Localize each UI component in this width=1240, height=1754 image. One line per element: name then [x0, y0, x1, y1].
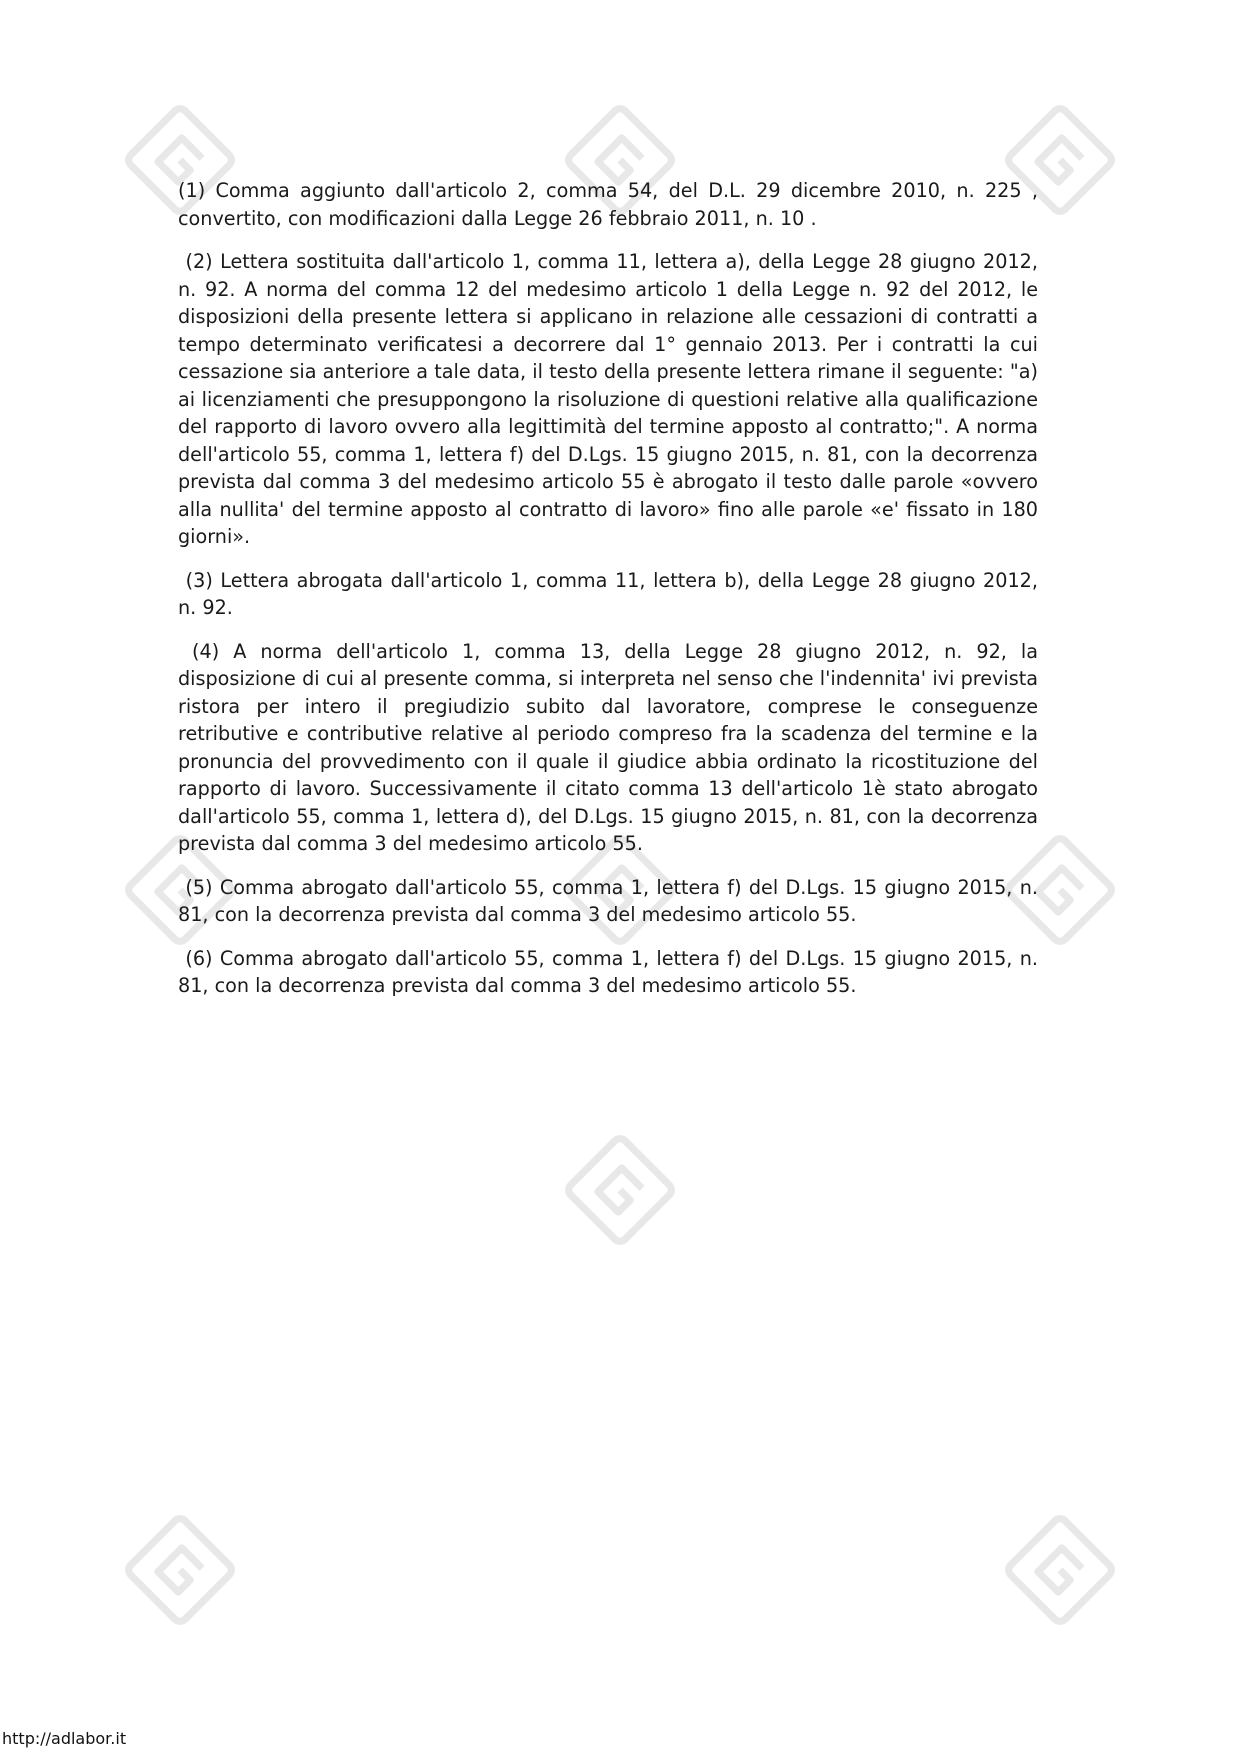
- footnote-4: (4) A norma dell'articolo 1, comma 13, della Legge 28 giugno 2012, n. 92, la disposizione di cui al presente comma, si interpreta nel senso che l'indennita' ivi prevista ristora per intero il pregiudizio subito dal lavoratore, comprese le conseguenze retributive e contributive relative al periodo compreso fra la scadenza del termine e la pronuncia del provvedimento con il quale il giudice abbia ordinato la ricostituzione del rapporto di lavoro. Successivamente il citato comma 13 dell'articolo 1è stato abrogato dall'articolo 55, comma 1, lettera d), del D.Lgs. 15 giugno 2015, n. 81, con la decorrenza prevista dal comma 3 del medesimo articolo 55.: [178, 639, 1045, 855]
- watermark-logo-icon: [560, 1130, 680, 1250]
- watermark-logo-icon: [1000, 1510, 1120, 1630]
- footnote-5: (5) Comma abrogato dall'articolo 55, comma 1, lettera f) del D.Lgs. 15 giugno 2015, n. 81, con la decorrenza prevista dal comma 3 del medesimo articolo 55.: [178, 875, 1045, 926]
- footer-url: http://adlabor.it: [2, 1729, 127, 1748]
- footnote-3: (3) Lettera abrogata dall'articolo 1, comma 11, lettera b), della Legge 28 giugno 2012, n. 92.: [178, 568, 1045, 619]
- footnote-2: (2) Lettera sostituita dall'articolo 1, comma 11, lettera a), della Legge 28 giugno 2012, n. 92. A norma del comma 12 del medesimo articolo 1 della Legge n. 92 del 2012, le disposizioni della presente lettera si applicano in relazione alle cessazioni di contratti a tempo determinato verificatesi a decorrere dal 1° gennaio 2013. Per i contratti la cui cessazione sia anteriore a tale data, il testo della presente lettera rimane il seguente: "a) ai licenziamenti che presuppongono la risoluzione di questioni relative alla qualificazione del rapporto di lavoro ovvero alla legittimità del termine apposto al contratto;". A norma dell'articolo 55, comma 1, lettera f) del D.Lgs. 15 giugno 2015, n. 81, con la decorrenza prevista dal comma 3 del medesimo articolo 55 è abrogato il testo dalle parole «ovvero alla nullita' del termine apposto al contratto di lavoro» fino alle parole «e' fissato in 180 giorni».: [178, 250, 1045, 548]
- footnote-1: (1) Comma aggiunto dall'articolo 2, comma 54, del D.L. 29 dicembre 2010, n. 225 , convertito, con modificazioni dalla Legge 26 febbraio 2011, n. 10 .: [178, 179, 1045, 230]
- footnotes: [178, 177, 1045, 1016]
- watermark-logo-icon: [120, 1510, 240, 1630]
- footnote-6: (6) Comma abrogato dall'articolo 55, comma 1, lettera f) del D.Lgs. 15 giugno 2015, n. 81, con la decorrenza prevista dal comma 3 del medesimo articolo 55.: [178, 946, 1045, 997]
